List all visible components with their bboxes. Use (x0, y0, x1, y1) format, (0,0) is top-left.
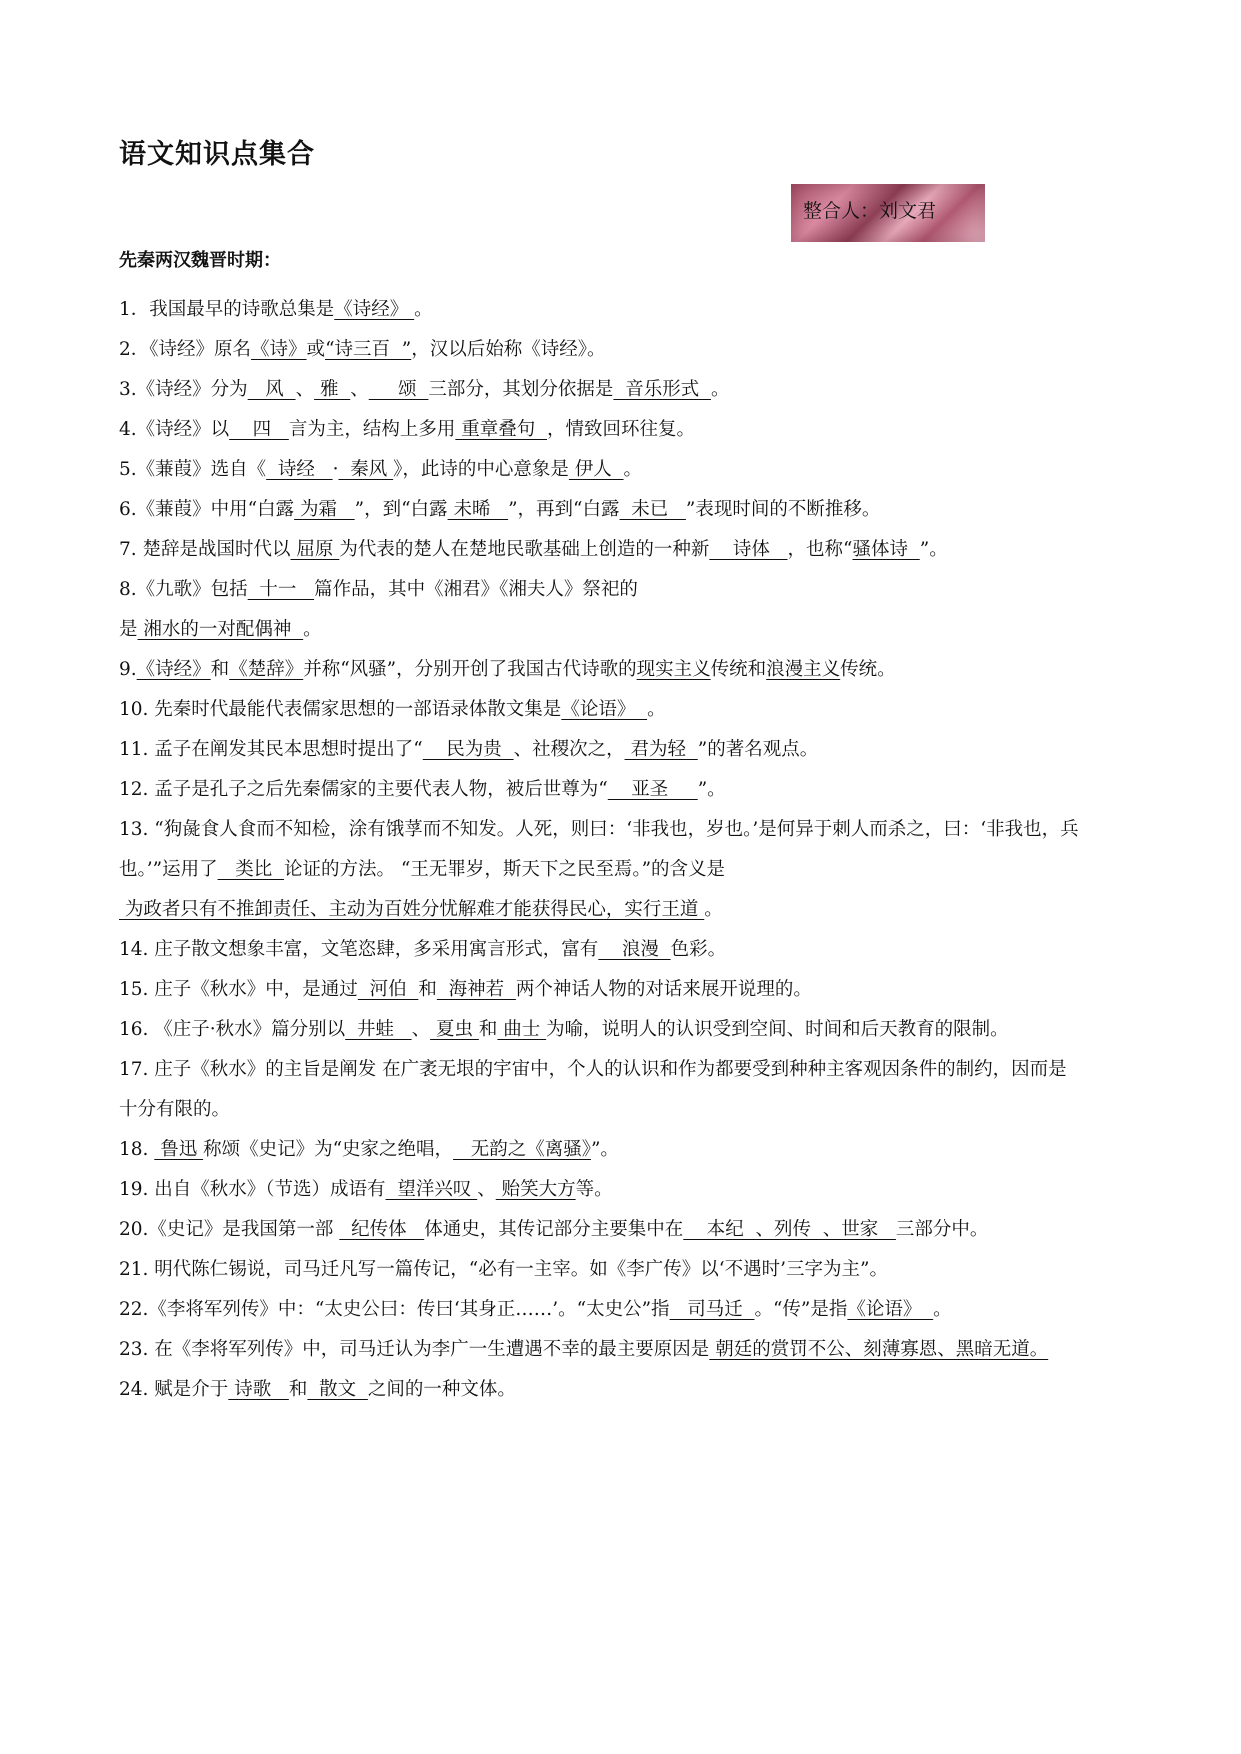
answer-blank: 颂 (368, 379, 429, 400)
question-text: 23. 在《李将军列传》中，司马迁认为李广一生遭遇不幸的最主要原因是 (119, 1339, 710, 1360)
question-text: 体通史，其传记部分主要集中在 (424, 1219, 684, 1240)
author-badge-label: 整合人：刘文君 (803, 200, 937, 222)
question-text: 。 (933, 1299, 952, 1320)
question-text: 、 (477, 1179, 496, 1200)
question-text: ”。 (919, 539, 948, 560)
answer-blank: 《楚辞》 (229, 659, 304, 680)
question-text: 11. 孟子在阐发其民本思想时提出了“ (119, 739, 423, 760)
question-text: 。 (623, 459, 643, 480)
answer-blank: 十一 (247, 579, 315, 600)
question-list (119, 290, 1079, 1410)
question-text: 5.《蒹葭》选自《 (119, 459, 267, 480)
question-text: 12. 孟子是孔子之后先秦儒家的主要代表人物，被后世尊为“ (119, 779, 608, 800)
question-text: ”的著名观点。 (697, 739, 819, 760)
question-text: 。 (704, 899, 723, 920)
list-item (119, 970, 1079, 1010)
question-text: 18. (119, 1139, 155, 1160)
author-badge (791, 184, 985, 242)
answer-blank: 夏虫 (430, 1019, 479, 1040)
question-text: 篇作品，其中《湘君》《湘夫人》祭祀的 (314, 579, 638, 600)
list-item (119, 410, 1079, 450)
question-text: 和 (288, 1379, 308, 1400)
question-text: 19. 出自《秋水》（节选）成语有 (119, 1179, 386, 1200)
list-item (119, 1130, 1079, 1170)
list-item (119, 770, 1079, 810)
question-text: 16. 《庄子·秋水》篇分别以 (119, 1019, 346, 1040)
question-text: 和 (418, 979, 437, 1000)
question-text: · (332, 459, 339, 480)
answer-blank: 望洋兴叹 (385, 1179, 478, 1200)
answer-blank: 《诗经》 (334, 299, 415, 320)
question-text: 是 (119, 619, 138, 640)
list-item (119, 1290, 1079, 1330)
answer-blank: 亚圣 (607, 779, 698, 800)
question-text: 三部分，其划分依据是 (428, 379, 614, 400)
question-text: 色彩。 (670, 939, 727, 960)
answer-blank: 浪漫 (598, 939, 671, 960)
list-item (119, 570, 1079, 610)
question-text: 和 (210, 659, 230, 680)
answer-blank: 诗经 (266, 459, 333, 480)
question-text: ，也称“ (787, 539, 853, 560)
list-item (119, 490, 1079, 530)
list-item (119, 1170, 1079, 1210)
answer-blank: 屈原 (290, 539, 340, 560)
list-item (119, 650, 1079, 690)
question-text: 》，此诗的中心意象是 (393, 459, 569, 480)
question-text: 1．我国最早的诗歌总集是 (119, 299, 335, 320)
question-text: 为喻，说明人的认识受到空间、时间和后天教育的限制。 (546, 1019, 1009, 1040)
list-item (119, 610, 1079, 650)
question-text: 、 (295, 379, 315, 400)
answer-blank: 风 (247, 379, 296, 400)
answer-blank: 司马迁 (669, 1299, 755, 1320)
question-text: 或 (306, 339, 326, 360)
list-item (119, 810, 1079, 930)
answer-blank: “诗三百 ” (325, 339, 412, 360)
question-text: 14. 庄子散文想象丰富，文笔恣肆，多采用寓言形式，富有 (119, 939, 599, 960)
list-item (119, 1050, 1079, 1130)
question-text: ”。 (590, 1139, 619, 1160)
question-text: 传统和 (710, 659, 767, 680)
answer-blank: 诗体 (709, 539, 788, 560)
question-text: 、社稷次之， (513, 739, 625, 760)
question-text: 言为主，结构上多用 (288, 419, 456, 440)
list-item (119, 450, 1079, 490)
answer-blank: 秦风 (338, 459, 394, 480)
answer-blank: 未晞 (447, 499, 509, 520)
answer-blank: 散文 (307, 1379, 368, 1400)
answer-blank: 音乐形式 (613, 379, 711, 400)
question-text: 之间的一种文体。 (367, 1379, 516, 1400)
list-item (119, 1330, 1079, 1370)
list-item (119, 690, 1079, 730)
answer-blank: 类比 (217, 859, 284, 880)
answer-blank: 骚体诗 (852, 539, 920, 560)
answer-blank: 河伯 (357, 979, 419, 1000)
list-item (119, 330, 1079, 370)
list-item (119, 370, 1079, 410)
question-text: 和 (478, 1019, 498, 1040)
question-text: 传统。 (840, 659, 896, 680)
question-text: ”。 (697, 779, 726, 800)
list-item (119, 930, 1079, 970)
question-text: 3.《诗经》分为 (119, 379, 248, 400)
list-item (119, 1010, 1079, 1050)
question-text: 17. 庄子《秋水》的主旨是阐发 在广袤无垠的宇宙中，个人的认识和作为都要受到种种主客观因条件的制约，因而是十分有限的。 (119, 1059, 1067, 1120)
section-heading: 先秦两汉魏晋时期： (119, 250, 281, 271)
question-text: ，汉以后始称《诗经》。 (411, 339, 606, 360)
answer-blank: 民为贵 (422, 739, 514, 760)
question-text: 三部分中。 (895, 1219, 989, 1240)
list-item (119, 1210, 1079, 1250)
question-text: ”，再到“白露 (508, 499, 620, 520)
question-text: 。 (647, 699, 666, 720)
question-text: 9. (119, 659, 137, 680)
answer-blank: 无韵之《离骚》 (453, 1139, 591, 1160)
question-text: 、 (411, 1019, 431, 1040)
question-text: 10. 先秦时代最能代表儒家思想的一部语录体散文集是 (119, 699, 562, 720)
question-text: 。“传”是指 (754, 1299, 848, 1320)
list-item (119, 530, 1079, 570)
answer-blank: 湘水的一对配偶神 (137, 619, 304, 640)
question-text: 13. “狗彘食人食而不知检，涂有饿莩而不知发。人死，则曰：‘非我也，岁也。’是何异于刺人而杀之，曰：‘非我也，兵也。’”运用了 (119, 819, 1079, 880)
page-title: 语文知识点集合 (119, 139, 315, 170)
question-text: 。 (710, 379, 730, 400)
question-text: ”表现时间的不断推移。 (685, 499, 881, 520)
answer-blank: 诗歌 (228, 1379, 289, 1400)
answer-blank: 《论语》 (561, 699, 648, 720)
answer-blank: 《诗经》 (136, 659, 211, 680)
question-text: 为代表的楚人在楚地民歌基础上创造的一种新 (339, 539, 710, 560)
question-text: 称颂《史记》为“史家之绝唱， (203, 1139, 454, 1160)
answer-blank: 井蛙 (345, 1019, 412, 1040)
answer-blank: 伊人 (568, 459, 624, 480)
answer-blank: 重章叠句 (455, 419, 547, 440)
question-text: 。 (414, 299, 433, 320)
answer-blank: 曲士 (497, 1019, 547, 1040)
answer-blank: 《论语》 (847, 1299, 934, 1320)
answer-blank: 未已 (619, 499, 686, 520)
question-text: 7. 楚辞是战国时代以 (119, 539, 291, 560)
answer-blank: 贻笑大方 (495, 1179, 576, 1200)
question-text: 21. 明代陈仁锡说，司马迁凡写一篇传记，“必有一主宰。如《李广传》以‘不遇时’三字为主”。 (119, 1259, 888, 1280)
question-text: 15. 庄子《秋水》中，是通过 (119, 979, 358, 1000)
question-text: 8.《九歌》包括 (119, 579, 248, 600)
question-text: 24. 赋是介于 (119, 1379, 229, 1400)
answer-blank: 雅 (314, 379, 351, 400)
question-text: 4.《诗经》以 (119, 419, 230, 440)
question-text: 等。 (575, 1179, 613, 1200)
answer-blank: 浪漫主义 (766, 659, 841, 680)
list-item (119, 290, 1079, 330)
question-text: 20.《史记》是我国第一部 (119, 1219, 340, 1240)
list-item (119, 1250, 1079, 1290)
answer-blank: 鲁迅 (154, 1139, 204, 1160)
question-text: ，情致回环往复。 (547, 419, 696, 440)
answer-blank: 四 (229, 419, 289, 440)
answer-blank: 海神若 (436, 979, 516, 1000)
question-text: 、 (350, 379, 369, 400)
answer-blank: 为霜 (294, 499, 355, 520)
answer-blank: 纪传体 (339, 1219, 425, 1240)
question-text: ”，到“白露 (354, 499, 448, 520)
answer-blank: 现实主义 (636, 659, 711, 680)
answer-blank: 朝廷的赏罚不公、刻薄寡恩、黑暗无道。 (709, 1339, 1049, 1360)
question-text: 两个神话人物的对话来展开说理的。 (515, 979, 812, 1000)
question-text: 论证的方法。 “王无罪岁，斯天下之民至焉。”的含义是 (284, 859, 726, 880)
question-text: 6.《蒹葭》中用“白露 (119, 499, 295, 520)
answer-blank: 本纪 、列传 、世家 (683, 1219, 896, 1240)
question-text: 22.《李将军列传》中：“太史公曰：传曰‘其身正……’。“太史公”指 (119, 1299, 670, 1320)
list-item (119, 1370, 1079, 1410)
answer-blank: 君为轻 (624, 739, 698, 760)
question-text: 。 (303, 619, 322, 640)
answer-blank: 《诗》 (251, 339, 307, 360)
question-text: 2．《诗经》原名 (119, 339, 252, 360)
list-item (119, 730, 1079, 770)
answer-blank: 为政者只有不推卸责任、主动为百姓分忧解难才能获得民心，实行王道 (119, 899, 705, 920)
question-text: 并称“风骚”，分别开创了我国古代诗歌的 (303, 659, 637, 680)
